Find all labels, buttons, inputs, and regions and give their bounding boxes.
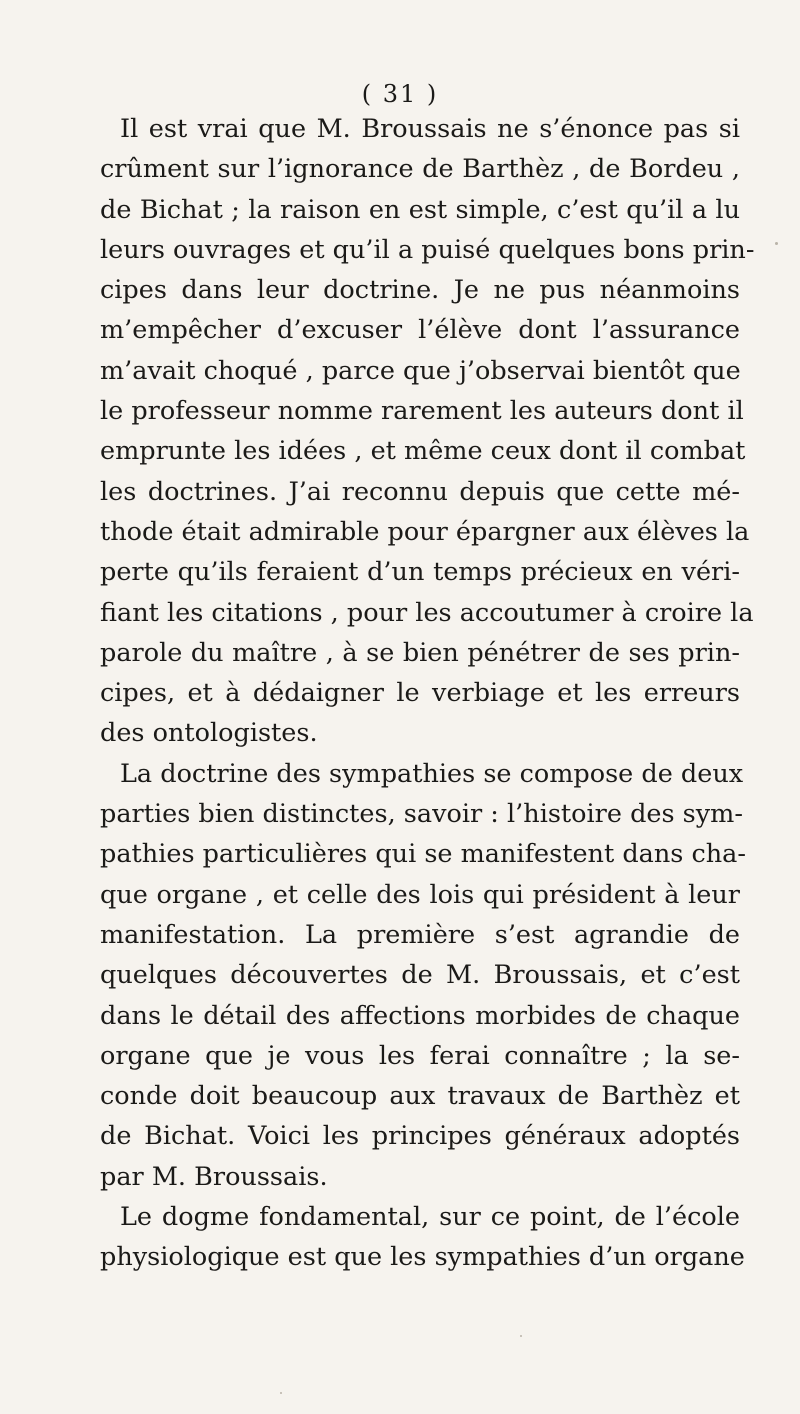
- text-line: emprunte les idées , et même ceux dont il combat: [100, 436, 746, 467]
- paper-speck: [775, 242, 778, 245]
- text-line: quelques découvertes de M. Broussais, et c’est: [100, 960, 740, 991]
- text-line: thode était admirable pour épargner aux élèves la: [100, 516, 750, 547]
- text-line: fiant les citations , pour les accoutumer à croire la: [100, 597, 754, 628]
- text-line: cipes, et à dédaigner le verbiage et les erreurs: [100, 678, 740, 709]
- text-line: manifestation. La première s’est agrandie de: [100, 919, 740, 950]
- text-line: perte qu’ils feraient d’un temps précieux en véri-: [100, 557, 740, 588]
- paper-speck: [280, 1392, 282, 1394]
- body-text: [100, 109, 755, 1278]
- text-line: leurs ouvrages et qu’il a puisé quelques bons prin-: [100, 234, 755, 265]
- text-line: parties bien distinctes, savoir : l’histoire des sym-: [100, 799, 743, 830]
- text-line: pathies particulières qui se manifestent dans cha-: [100, 839, 746, 870]
- text-line: dans le détail des affections morbides de chaque: [100, 1000, 740, 1031]
- text-line: conde doit beaucoup aux travaux de Barthèz et: [100, 1081, 740, 1112]
- text-line: La doctrine des sympathies se compose de deux: [120, 758, 744, 789]
- text-line: de Bichat ; la raison en est simple, c’est qu’il a lu: [100, 194, 740, 225]
- text-line: que organe , et celle des lois qui président à leur: [100, 879, 740, 910]
- text-line: crûment sur l’ignorance de Barthèz , de Bordeu ,: [100, 154, 740, 185]
- text-line: organe que je vous les ferai connaître ; la se-: [100, 1040, 740, 1071]
- text-line: Le dogme fondamental, sur ce point, de l’école: [120, 1202, 740, 1233]
- text-line: de Bichat. Voici les principes généraux adoptés: [100, 1121, 740, 1152]
- text-line: parole du maître , à se bien pénétrer de ses prin-: [100, 637, 740, 668]
- text-line: physiologique est que les sympathies d’un organe: [100, 1242, 745, 1273]
- text-line: des ontologistes.: [100, 718, 318, 749]
- text-line: m’empêcher d’excuser l’élève dont l’assurance: [100, 315, 740, 346]
- text-line: cipes dans leur doctrine. Je ne pus néanmoins: [100, 275, 740, 306]
- text-line: les doctrines. J’ai reconnu depuis que cette mé-: [100, 476, 740, 507]
- text-line: Il est vrai que M. Broussais ne s’énonce pas si: [120, 114, 740, 144]
- text-line: m’avait choqué , parce que j’observai bientôt que: [100, 355, 741, 386]
- paper-speck: [520, 1335, 522, 1337]
- text-line: par M. Broussais.: [100, 1161, 328, 1192]
- text-line: le professeur nomme rarement les auteurs dont il: [100, 396, 744, 427]
- page-number: ( 31 ): [361, 80, 439, 108]
